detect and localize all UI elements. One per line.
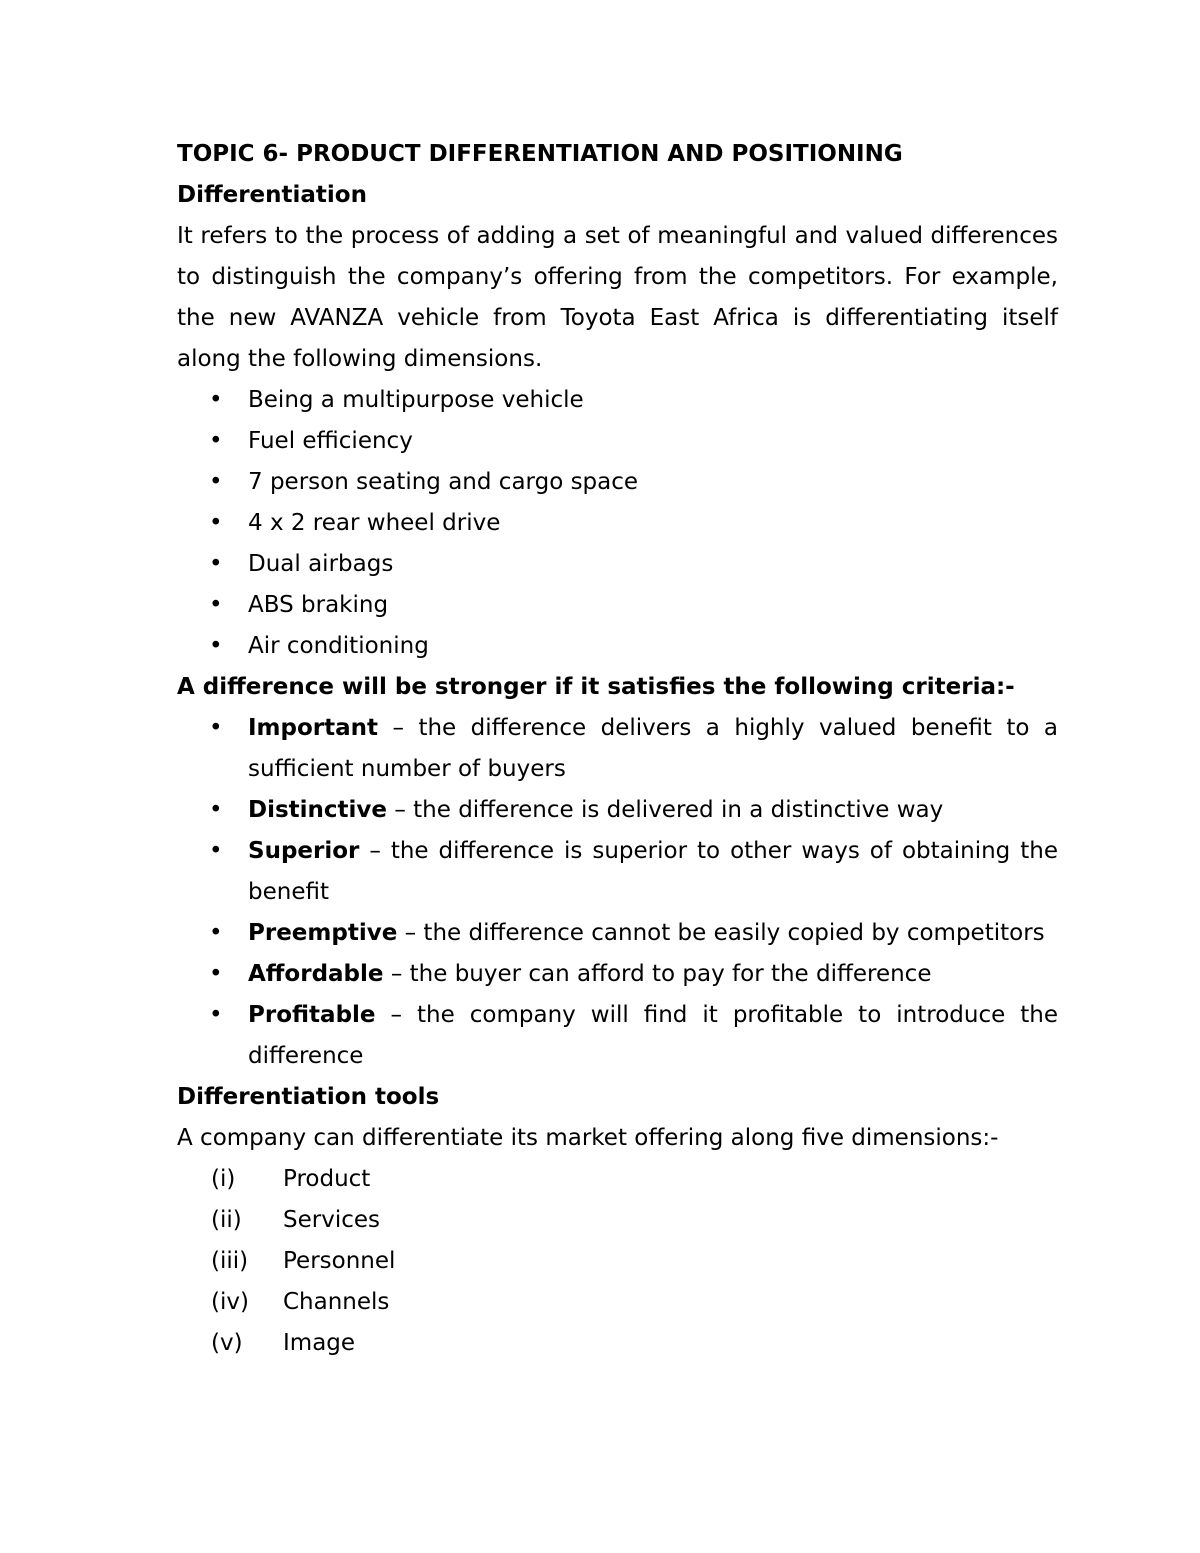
list-item: • Superior – the difference is superior to other ways of obtaining the benefit xyxy=(177,831,1058,913)
bullet-icon: • xyxy=(209,428,223,454)
list-item: (ii) Services xyxy=(177,1200,1058,1241)
bullet-icon: • xyxy=(209,633,223,659)
list-number: (iv) xyxy=(211,1289,249,1315)
list-item: (i) Product xyxy=(177,1159,1058,1200)
bullet-icon: • xyxy=(209,797,223,823)
list-item: • ABS braking xyxy=(177,585,1058,626)
list-item: • Air conditioning xyxy=(177,626,1058,667)
list-number: (v) xyxy=(211,1330,243,1356)
bullet-icon: • xyxy=(209,920,223,946)
list-item: • Fuel efficiency xyxy=(177,421,1058,462)
criteria-heading: A difference will be stronger if it satisfies the following criteria:- xyxy=(177,674,1015,700)
tools-heading: Differentiation tools xyxy=(177,1084,440,1110)
bullet-icon: • xyxy=(209,469,223,495)
document-page xyxy=(177,134,1058,1364)
criteria-term: Superior xyxy=(248,838,360,864)
bullet-icon: • xyxy=(209,592,223,618)
differentiation-heading: Differentiation xyxy=(177,182,367,208)
list-item: • 4 x 2 rear wheel drive xyxy=(177,503,1058,544)
list-number: (i) xyxy=(211,1166,236,1192)
bullet-icon: • xyxy=(209,551,223,577)
list-item: • Profitable – the company will find it profitable to introduce the difference xyxy=(177,995,1058,1077)
list-item: • Affordable – the buyer can afford to pay for the difference xyxy=(177,954,1058,995)
bullet-icon: • xyxy=(209,387,223,413)
differentiation-paragraph: It refers to the process of adding a set of meaningful and valued differences to distinguish the company’s offering from the competitors. For example, the new AVANZA vehicle from Toyota East Africa is differentiating itself along the following dimensions. xyxy=(177,223,1058,372)
list-item: (iii) Personnel xyxy=(177,1241,1058,1282)
list-item: • Dual airbags xyxy=(177,544,1058,585)
list-item: • Important – the difference delivers a highly valued benefit to a sufficient number of buyers xyxy=(177,708,1058,790)
list-item: • Being a multipurpose vehicle xyxy=(177,380,1058,421)
bullet-icon: • xyxy=(209,961,223,987)
list-item: • Preemptive – the difference cannot be easily copied by competitors xyxy=(177,913,1058,954)
list-item: • Distinctive – the difference is delivered in a distinctive way xyxy=(177,790,1058,831)
bullet-icon: • xyxy=(209,838,223,864)
tools-intro: A company can differentiate its market offering along five dimensions:- xyxy=(177,1125,999,1151)
bullet-icon: • xyxy=(209,715,223,741)
criteria-term: Preemptive xyxy=(248,920,398,946)
list-number: (ii) xyxy=(211,1207,242,1233)
criteria-term: Profitable xyxy=(248,1002,376,1028)
page-title: TOPIC 6- PRODUCT DIFFERENTIATION AND POSITIONING xyxy=(177,141,903,167)
criteria-term: Distinctive xyxy=(248,797,388,823)
dimensions-list xyxy=(177,380,1058,667)
list-number: (iii) xyxy=(211,1248,249,1274)
bullet-icon: • xyxy=(209,510,223,536)
list-item: • 7 person seating and cargo space xyxy=(177,462,1058,503)
criteria-term: Affordable xyxy=(248,961,384,987)
criteria-term: Important xyxy=(248,715,379,741)
list-item: (iv) Channels xyxy=(177,1282,1058,1323)
tools-list xyxy=(177,1159,1058,1364)
criteria-list xyxy=(177,708,1058,1077)
list-item: (v) Image xyxy=(177,1323,1058,1364)
bullet-icon: • xyxy=(209,1002,223,1028)
